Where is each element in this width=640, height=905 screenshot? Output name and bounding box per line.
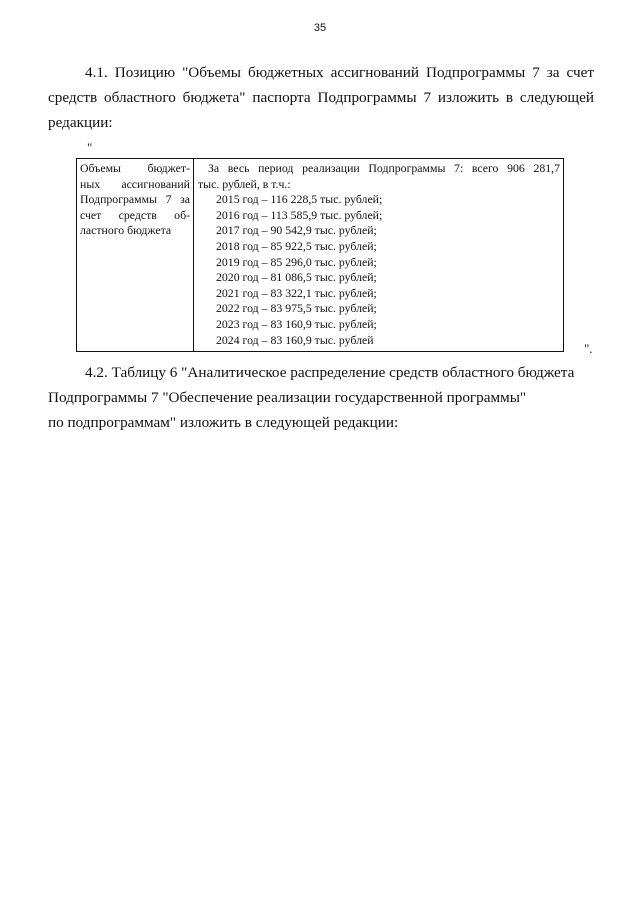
closing-quote: ".	[584, 341, 593, 356]
paragraph-line: 4.1. Позицию "Объемы бюджетных ассигнований Подпрограммы 7 за счет	[85, 64, 594, 81]
paragraph-line: 4.2. Таблицу 6 "Аналитическое распределение средств областного бюджета	[85, 364, 575, 381]
label-line: Подпрограммы 7 за	[80, 192, 190, 207]
table-value-cell	[194, 159, 564, 352]
opening-quote: "	[87, 140, 93, 155]
summary-line: тыс. рублей, в т.ч.:	[198, 176, 291, 191]
label-line: Объемы бюджет-	[80, 161, 190, 175]
label-line: счет средств об-	[80, 207, 190, 222]
paragraph-line: средств областного бюджета" паспорта Подпрограммы 7 изложить в следующей	[48, 89, 594, 106]
page-number: 35	[313, 22, 327, 34]
paragraph-line: Подпрограммы 7 "Обеспечение реализации государственной программы"	[48, 389, 527, 406]
year-allocation: 2018 год – 85 922,5 тыс. рублей;	[216, 238, 377, 253]
paragraph-line: по подпрограммам" изложить в следующей редакции:	[48, 414, 399, 431]
table-label-cell	[77, 159, 194, 352]
label-line: ных ассигнований	[80, 176, 190, 191]
year-allocation: 2023 год – 83 160,9 тыс. рублей;	[216, 316, 377, 331]
year-allocation: 2016 год – 113 585,9 тыс. рублей;	[216, 207, 383, 222]
paragraph-4-1	[48, 60, 594, 135]
year-allocation: 2022 год – 83 975,5 тыс. рублей;	[216, 301, 377, 316]
summary-line: За весь период реализации Подпрограммы 7: всего 906 281,7	[208, 161, 560, 175]
paragraph-4-2	[48, 360, 594, 435]
year-allocation: 2021 год – 83 322,1 тыс. рублей;	[216, 285, 377, 300]
table-row	[77, 159, 564, 352]
year-allocation: 2020 год – 81 086,5 тыс. рублей;	[216, 270, 377, 285]
label-line: ластного бюджета	[80, 223, 172, 238]
year-allocation: 2017 год – 90 542,9 тыс. рублей;	[216, 223, 377, 238]
year-allocation: 2019 год – 85 296,0 тыс. рублей;	[216, 254, 377, 269]
year-allocation: 2024 год – 83 160,9 тыс. рублей	[216, 332, 374, 347]
budget-allocations-table	[76, 158, 564, 352]
paragraph-line: редакции:	[48, 114, 113, 131]
year-allocation: 2015 год – 116 228,5 тыс. рублей;	[216, 192, 383, 207]
summary-text	[198, 161, 560, 192]
